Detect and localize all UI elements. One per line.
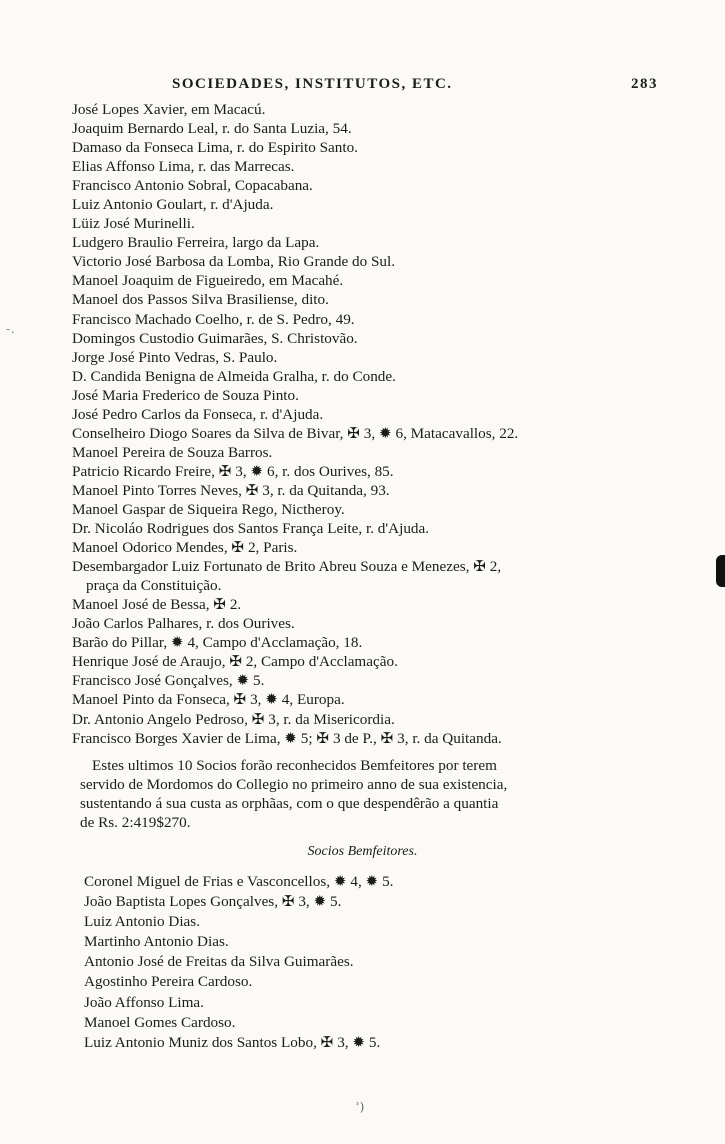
list-item: Martinho Antonio Dias.: [84, 933, 229, 951]
list-item: Dr. Antonio Angelo Pedroso, ✠ 3, r. da Misericordia.: [72, 710, 395, 728]
list-item: José Lopes Xavier, em Macacú.: [72, 101, 266, 118]
list-item: Francisco José Gonçalves, ✹ 5.: [72, 672, 265, 690]
paragraph-line: de Rs. 2:419$270.: [80, 814, 191, 831]
list-item: Manoel dos Passos Silva Brasiliense, dito.: [72, 291, 329, 309]
list-item: Manoel Gaspar de Siqueira Rego, Nictheroy.: [72, 500, 345, 518]
list-item: Lüiz José Murinelli.: [72, 215, 195, 233]
list-item: Ludgero Braulio Ferreira, largo da Lapa.: [72, 234, 320, 252]
list-item: Jorge José Pinto Vedras, S. Paulo.: [72, 348, 278, 366]
list-item: Conselheiro Diogo Soares da Silva de Bivar, ✠ 3, ✹ 6, Matacavallos, 22.: [72, 424, 519, 442]
list-item: Manoel Gomes Cardoso.: [84, 1013, 236, 1031]
list-item: Dr. Nicoláo Rodrigues dos Santos França Leite, r. d'Ajuda.: [72, 520, 430, 538]
paragraph-line: Estes ultimos 10 Socios forão reconhecidos Bemfeitores por terem: [92, 757, 497, 774]
list-item: Luiz Antonio Dias.: [84, 913, 201, 931]
section-title: Socios Bemfeitores.: [307, 844, 418, 859]
list-item: Manoel Pereira de Souza Barros.: [72, 443, 273, 461]
list-item: Francisco Machado Coelho, r. de S. Pedro, 49.: [72, 310, 355, 328]
list-item: Joaquim Bernardo Leal, r. do Santa Luzia, 54.: [72, 120, 352, 138]
list-item: Domingos Custodio Guimarães, S. Christovão.: [72, 329, 358, 347]
benefactor-list: [84, 872, 684, 1053]
list-item: João Affonso Lima.: [84, 993, 204, 1011]
list-item: Elias Affonso Lima, r. das Marrecas.: [72, 158, 295, 176]
bottom-mark: ʾ): [356, 1100, 365, 1114]
list-item: Manoel Pinto da Fonseca, ✠ 3, ✹ 4, Europa.: [72, 691, 345, 709]
margin-mark: -.: [6, 322, 16, 336]
list-item: Manoel Joaquim de Figueiredo, em Macahé.: [72, 272, 344, 290]
paragraph-line: servido de Mordomos do Collegio no primeiro anno de sua existencia,: [80, 776, 508, 793]
list-item: Patricio Ricardo Freire, ✠ 3, ✹ 6, r. dos Ourives, 85.: [72, 462, 394, 480]
list-item: Antonio José de Freitas da Silva Guimarães.: [84, 953, 354, 971]
list-item: Luiz Antonio Muniz dos Santos Lobo, ✠ 3, ✹ 5.: [84, 1033, 381, 1051]
list-item: Manoel Pinto Torres Neves, ✠ 3, r. da Quitanda, 93.: [72, 481, 390, 499]
list-item: João Baptista Lopes Gonçalves, ✠ 3, ✹ 5.: [84, 893, 342, 911]
list-item: Francisco Borges Xavier de Lima, ✹ 5; ✠ 3 de P., ✠ 3, r. da Quitanda.: [72, 729, 502, 747]
running-title: SOCIEDADES, INSTITUTOS, ETC.: [172, 76, 453, 92]
page-edge-mark: [716, 555, 725, 587]
benefactor-note: [80, 756, 692, 832]
list-item-continuation: praça da Constituição.: [86, 577, 222, 595]
list-item: Luiz Antonio Goulart, r. d'Ajuda.: [72, 196, 274, 214]
list-item: Desembargador Luiz Fortunato de Brito Abreu Souza e Menezes, ✠ 2,: [72, 558, 502, 576]
list-item: Barão do Pillar, ✹ 4, Campo d'Acclamação, 18.: [72, 634, 363, 652]
list-item: Coronel Miguel de Frias e Vasconcellos, ✹ 4, ✹ 5.: [84, 873, 394, 890]
list-item: Henrique José de Araujo, ✠ 2, Campo d'Acclamação.: [72, 653, 398, 671]
list-item: D. Candida Benigna de Almeida Gralha, r. do Conde.: [72, 367, 396, 385]
list-item: João Carlos Palhares, r. dos Ourives.: [72, 615, 295, 633]
list-item: Damaso da Fonseca Lima, r. do Espirito Santo.: [72, 139, 358, 157]
list-item: José Pedro Carlos da Fonseca, r. d'Ajuda.: [72, 405, 324, 423]
paragraph-line: sustentando á sua custa as orphãas, com o que despendêrão a quantia: [80, 795, 499, 812]
list-item: Manoel José de Bessa, ✠ 2.: [72, 596, 242, 614]
list-item: José Maria Frederico de Souza Pinto.: [72, 386, 299, 404]
page-number: 283: [631, 76, 658, 92]
list-item: Victorio José Barbosa da Lomba, Rio Grande do Sul.: [72, 253, 396, 271]
list-item: Manoel Odorico Mendes, ✠ 2, Paris.: [72, 539, 298, 557]
member-list: [72, 100, 672, 748]
list-item: Agostinho Pereira Cardoso.: [84, 973, 253, 991]
list-item: Francisco Antonio Sobral, Copacabana.: [72, 177, 313, 195]
